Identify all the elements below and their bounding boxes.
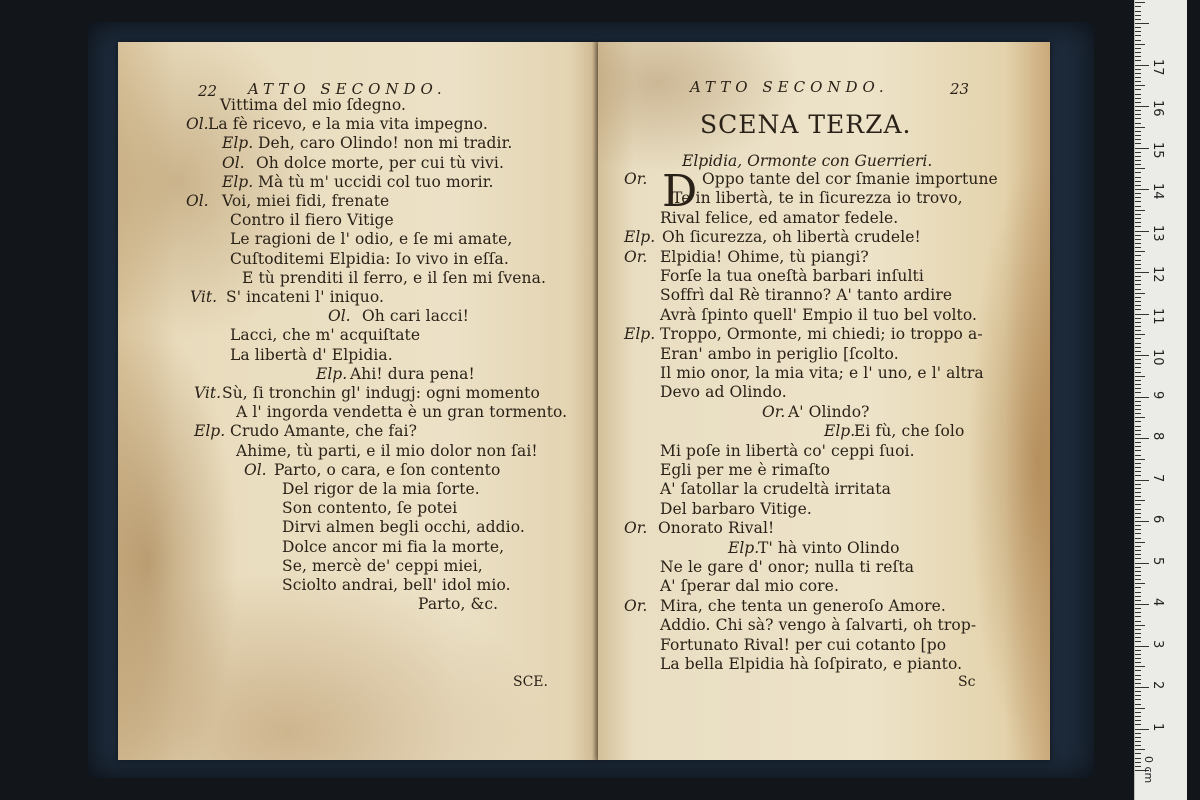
ruler-tick [1135, 156, 1141, 157]
ruler-tick [1135, 185, 1141, 186]
ruler-tick [1135, 380, 1141, 381]
ruler-tick [1135, 106, 1149, 107]
ruler-tick [1135, 392, 1141, 393]
verse-line: Contro il fiero Vitige [230, 211, 394, 230]
ruler-tick [1135, 533, 1141, 534]
ruler-number: 10 [1150, 349, 1165, 366]
ruler-tick [1135, 276, 1141, 277]
ruler-tick [1135, 131, 1141, 132]
ruler-tick [1135, 118, 1141, 119]
verse-line: Voi, miei fidi, frenate [222, 192, 390, 210]
speaker-label: Ol. [328, 307, 351, 326]
ruler-tick [1135, 135, 1141, 136]
ruler-tick [1135, 222, 1141, 223]
ruler-tick [1135, 509, 1141, 510]
ruler-tick [1135, 326, 1141, 327]
ruler-tick [1135, 446, 1141, 447]
ruler-tick [1135, 409, 1141, 410]
ruler-tick [1135, 372, 1141, 373]
speaker-label: Ol. [186, 115, 209, 134]
ruler-number: 11 [1150, 307, 1165, 325]
ruler-tick [1135, 641, 1141, 642]
ruler-tick [1135, 629, 1141, 630]
ruler-tick [1135, 729, 1149, 730]
ruler-number: 16 [1150, 100, 1165, 117]
ruler-tick [1135, 496, 1141, 497]
ruler-tick [1135, 210, 1145, 211]
ruler-tick [1135, 679, 1141, 680]
ruler-tick [1135, 102, 1141, 103]
ruler-tick [1135, 450, 1141, 451]
ruler-tick [1135, 434, 1141, 435]
ruler-tick [1135, 247, 1141, 248]
ruler-tick [1135, 239, 1141, 240]
ruler-tick [1135, 69, 1141, 70]
ruler-tick [1135, 484, 1141, 485]
ruler-tick [1135, 708, 1145, 709]
ruler-tick [1135, 27, 1141, 28]
ruler-tick [1135, 550, 1141, 551]
ruler-tick [1135, 31, 1141, 32]
speaker-label: Elp. [624, 228, 656, 247]
ruler-number: 8 [1150, 432, 1165, 441]
right-page-number: 23 [950, 80, 970, 98]
ruler-number: 1 [1150, 722, 1165, 731]
ruler-tick [1135, 413, 1141, 414]
ruler-tick [1135, 637, 1141, 638]
ruler-tick [1135, 235, 1141, 236]
ruler-tick [1135, 231, 1149, 232]
ruler-tick [1135, 521, 1149, 522]
ruler-tick [1135, 330, 1141, 331]
ruler-tick [1135, 741, 1141, 742]
left-page-number: 22 [198, 82, 218, 100]
ruler-tick [1135, 206, 1141, 207]
speaker-label: Elp. [824, 422, 856, 441]
verse-line: Vittima del mio ſdegno. [220, 96, 407, 114]
ruler-tick [1135, 583, 1145, 584]
verse-line: Crudo Amante, che fai? [230, 422, 418, 441]
ruler-tick [1135, 426, 1141, 427]
verse-line: Son contento, ſe potei [282, 499, 458, 518]
ruler-tick [1135, 596, 1141, 597]
ruler-tick [1135, 492, 1141, 493]
verse-line: S' incateni l' iniquo. [226, 288, 385, 306]
ruler-tick [1135, 359, 1141, 360]
verse-line: Soffrì dal Rè tiranno? A' tanto ardire [660, 286, 953, 305]
ruler-tick [1135, 650, 1141, 651]
ruler-tick [1135, 193, 1141, 194]
left-page [118, 42, 598, 760]
ruler-tick [1135, 704, 1141, 705]
verse-line: Oppo tante del cor ſmanie importune [702, 170, 998, 188]
ruler-tick [1135, 405, 1141, 406]
verse-line: Ne le gare d' onor; nulla ti reſta [660, 558, 915, 576]
ruler-tick [1135, 563, 1149, 564]
ruler-number: 3 [1150, 639, 1165, 648]
ruler-tick [1135, 23, 1149, 24]
ruler-tick [1135, 397, 1149, 398]
ruler-number: 13 [1150, 224, 1165, 242]
ruler-tick [1135, 488, 1141, 489]
verse-line: Te in libertà, te in ſicurezza io trovo, [672, 189, 963, 208]
ruler-tick [1135, 189, 1149, 190]
ruler-tick [1135, 181, 1141, 182]
verse-line: Ei fù, che ſolo [854, 422, 965, 441]
ruler-tick [1135, 504, 1141, 505]
ruler-tick [1135, 430, 1141, 431]
speaker-label: Or. [624, 519, 648, 538]
verse-line: Eran' ambo in periglio [ſcolto. [660, 344, 899, 363]
ruler-tick [1135, 168, 1145, 169]
ruler-tick [1135, 529, 1141, 530]
ruler-tick [1135, 666, 1145, 667]
verse-line: E tù prenditi il ferro, e il ſen mi ſvena. [242, 268, 546, 287]
ruler-tick [1135, 6, 1141, 7]
ruler-tick [1135, 604, 1149, 605]
ruler-tick [1135, 480, 1149, 481]
ruler-tick [1135, 401, 1141, 402]
scene-title: SCENA TERZA. [700, 110, 912, 139]
verse-line: Forſe la tua oneſtà barbari inſulti [660, 267, 924, 285]
ruler-tick [1135, 127, 1145, 128]
ruler-tick [1135, 554, 1141, 555]
ruler-tick [1135, 384, 1141, 385]
ruler-tick [1135, 19, 1141, 20]
verse-line: Fortunato Rival! per cui cotanto [po [660, 635, 947, 654]
verse-line: Parto, &c. [418, 595, 499, 614]
ruler-tick [1135, 48, 1141, 49]
ruler-tick [1135, 123, 1141, 124]
verse-line: La bella Elpidia hà ſoſpirato, e pianto. [660, 655, 963, 673]
ruler-tick [1135, 745, 1141, 746]
ruler-tick [1135, 35, 1141, 36]
ruler-tick [1135, 77, 1141, 78]
ruler-tick [1135, 143, 1141, 144]
verse-line: Cuſtoditemi Elpidia: Io vivo in eſſa. [230, 249, 509, 268]
ruler-tick [1135, 600, 1141, 601]
ruler-tick [1135, 52, 1141, 53]
verse-line: Mà tù m' uccidi col tuo morir. [258, 172, 494, 191]
verse-line: Addio. Chi sà? vengo à ſalvarti, oh trop- [660, 616, 977, 635]
ruler-tick [1135, 260, 1141, 261]
ruler-tick [1135, 314, 1149, 315]
speaker-label: Elp. [222, 172, 254, 191]
ruler-tick [1135, 587, 1141, 588]
right-catchword: Sc [958, 674, 976, 690]
ruler-tick [1135, 616, 1141, 617]
ruler-tick [1135, 608, 1141, 609]
verse-line: A' ſatollar la crudeltà irritata [660, 480, 891, 499]
ruler-tick [1135, 455, 1141, 456]
verse-line: Dirvi almen begli occhi, addio. [282, 518, 525, 537]
speaker-label: Ol. [186, 192, 209, 210]
ruler-tick [1135, 218, 1141, 219]
ruler-tick [1135, 720, 1141, 721]
ruler-tick [1135, 347, 1141, 348]
verse-line: Elpidia! Ohime, tù piangi? [660, 247, 869, 266]
ruler-tick [1135, 438, 1149, 439]
speaker-label: Or. [624, 170, 648, 188]
ruler-tick [1135, 758, 1141, 759]
speaker-label: Or. [624, 596, 648, 615]
verse-line: Il mio onor, la mia vita; e l' uno, e l' altra [660, 364, 984, 382]
verse-line: La libertà d' Elpidia. [230, 345, 393, 364]
ruler-tick [1135, 44, 1145, 45]
ruler-tick [1135, 164, 1141, 165]
ruler-tick [1135, 724, 1141, 725]
ruler-tick [1135, 305, 1141, 306]
ruler-tick [1135, 695, 1141, 696]
ruler-tick [1135, 546, 1141, 547]
speaker-label: Elp. [728, 538, 760, 557]
ruler-tick [1135, 517, 1141, 518]
ruler-tick [1135, 463, 1141, 464]
ruler-tick [1135, 251, 1145, 252]
ruler-tick [1135, 579, 1141, 580]
ruler-tick [1135, 89, 1141, 90]
ruler-tick [1135, 558, 1141, 559]
ruler-tick [1135, 363, 1141, 364]
verse-line: Onorato Rival! [658, 519, 775, 538]
ruler-tick [1135, 98, 1141, 99]
ruler-tick [1135, 471, 1141, 472]
speaker-label: Vit. [194, 384, 222, 402]
verse-line: Ahi! dura pena! [350, 364, 475, 383]
ruler-tick [1135, 214, 1141, 215]
ruler-tick [1135, 73, 1141, 74]
ruler-tick [1135, 646, 1149, 647]
ruler-tick [1135, 338, 1141, 339]
ruler-tick [1135, 272, 1149, 273]
verse-line: Devo ad Olindo. [660, 383, 787, 402]
ruler-unit-label: 0 cm [1142, 756, 1155, 784]
ruler-tick [1135, 2, 1145, 3]
ruler-tick [1135, 280, 1141, 281]
ruler-number: 17 [1150, 58, 1165, 76]
ruler-tick [1135, 662, 1141, 663]
ruler-tick [1135, 691, 1141, 692]
right-page [598, 42, 1050, 760]
verse-line: Oh ſicurezza, oh libertà crudele! [662, 228, 921, 247]
ruler-tick [1135, 40, 1141, 41]
verse-line: Se, mercè de' ceppi miei, [282, 556, 483, 575]
ruler-tick [1135, 148, 1149, 149]
ruler-tick [1135, 172, 1141, 173]
ruler-tick [1135, 625, 1145, 626]
ruler-tick [1135, 592, 1141, 593]
ruler-tick [1135, 255, 1141, 256]
ruler-tick [1135, 683, 1141, 684]
speaker-label: Elp. [624, 325, 656, 344]
ruler-tick [1135, 442, 1141, 443]
speaker-label: Elp. [316, 364, 348, 383]
speaker-label: Ol. [244, 460, 267, 479]
speaker-label: Ol. [222, 153, 245, 172]
ruler-tick [1135, 343, 1141, 344]
ruler-tick [1135, 160, 1141, 161]
ruler-tick [1135, 621, 1141, 622]
ruler-tick [1135, 243, 1141, 244]
ruler-tick [1135, 421, 1141, 422]
speaker-label: Or. [762, 402, 786, 421]
verse-line: Troppo, Ormonte, mi chiedi; io troppo a- [660, 325, 983, 344]
drop-cap: D [662, 166, 698, 217]
speaker-label: Elp. [222, 134, 254, 153]
ruler-tick [1135, 753, 1141, 754]
ruler-tick [1135, 733, 1141, 734]
right-running-head: ATTO SECONDO. [690, 78, 889, 96]
speaker-label: Elp. [194, 422, 226, 441]
ruler-tick [1135, 538, 1141, 539]
verse-line: T' hà vinto Olindo [758, 538, 900, 557]
ruler-tick [1135, 417, 1145, 418]
verse-line: Le ragioni de l' odio, e ſe mi amate, [230, 230, 513, 249]
verse-line: Ahime, tù parti, e il mio dolor non ſai! [236, 441, 538, 460]
ruler-tick [1135, 309, 1141, 310]
ruler-tick [1135, 367, 1141, 368]
ruler-number: 12 [1150, 266, 1165, 283]
verse-line: A' Olindo? [788, 402, 870, 421]
verse-line: Parto, o cara, e ſon contento [274, 460, 501, 479]
verse-line: Mira, che tenta un generoſo Amore. [660, 596, 946, 615]
ruler-tick [1135, 152, 1141, 153]
ruler-tick [1135, 658, 1141, 659]
ruler-tick [1135, 762, 1141, 763]
ruler-number: 7 [1150, 473, 1165, 482]
ruler-number: 2 [1150, 681, 1165, 690]
ruler-number: 4 [1150, 598, 1165, 607]
ruler-tick [1135, 15, 1141, 16]
ruler-tick [1135, 351, 1141, 352]
ruler-tick [1135, 500, 1145, 501]
ruler-tick [1135, 612, 1141, 613]
ruler-tick [1135, 749, 1145, 750]
ruler-tick [1135, 56, 1141, 57]
ruler-tick [1135, 81, 1141, 82]
ruler-tick [1135, 633, 1141, 634]
measuring-ruler [1134, 0, 1187, 800]
left-running-head: ATTO SECONDO. [248, 80, 447, 98]
ruler-tick [1135, 201, 1141, 202]
ruler-tick [1135, 513, 1141, 514]
verse-line: Mi poſe in libertà co' ceppi ſuoi. [660, 441, 915, 460]
ruler-tick [1135, 475, 1141, 476]
ruler-tick [1135, 675, 1141, 676]
ruler-tick [1135, 177, 1141, 178]
ruler-tick [1135, 699, 1141, 700]
verse-line: Lacci, che m' acquiſtate [230, 326, 421, 345]
ruler-tick [1135, 766, 1141, 767]
ruler-tick [1135, 322, 1141, 323]
ruler-tick [1135, 467, 1141, 468]
ruler-tick [1135, 293, 1145, 294]
ruler-tick [1135, 139, 1141, 140]
ruler-tick [1135, 197, 1141, 198]
ruler-number: 5 [1150, 556, 1165, 565]
ruler-tick [1135, 459, 1145, 460]
ruler-tick [1135, 11, 1141, 12]
left-catchword: SCE. [513, 674, 548, 690]
ruler-tick [1135, 712, 1141, 713]
verse-line: A l' ingorda vendetta è un gran tormento. [236, 403, 568, 422]
ruler-tick [1135, 301, 1141, 302]
speaker-label: Or. [624, 247, 648, 266]
ruler-number: 9 [1150, 390, 1165, 399]
ruler-tick [1135, 355, 1149, 356]
ruler-tick [1135, 567, 1141, 568]
ruler-tick [1135, 388, 1141, 389]
ruler-tick [1135, 94, 1141, 95]
ruler-tick [1135, 318, 1141, 319]
ruler-tick [1135, 654, 1141, 655]
ruler-tick [1135, 60, 1141, 61]
ruler-tick [1135, 289, 1141, 290]
ruler-tick [1135, 542, 1145, 543]
verse-line: Oh dolce morte, per cui tù vivi. [256, 153, 504, 172]
ruler-tick [1135, 716, 1141, 717]
ruler-tick [1135, 65, 1149, 66]
ruler-number: 6 [1150, 515, 1165, 524]
verse-line: Sciolto andrai, bell' idol mio. [282, 576, 511, 594]
ruler-number: 14 [1150, 183, 1165, 200]
ruler-tick [1135, 226, 1141, 227]
ruler-tick [1135, 687, 1149, 688]
ruler-tick [1135, 670, 1141, 671]
ruler-tick [1135, 85, 1145, 86]
verse-line: La fè ricevo, e la mia vita impegno. [208, 115, 488, 134]
ruler-tick [1135, 114, 1141, 115]
verse-line: Oh cari lacci! [362, 307, 469, 326]
verse-line: Avrà ſpinto quell' Empio il tuo bel volto. [660, 305, 978, 324]
verse-line: Egli per me è rimaſto [660, 461, 831, 479]
verse-line: Rival felice, ed amator fedele. [660, 208, 899, 227]
ruler-tick [1135, 284, 1141, 285]
verse-line: Sù, ſi tronchin gl' indugj: ogni momento [222, 384, 540, 402]
ruler-tick [1135, 575, 1141, 576]
ruler-tick [1135, 334, 1145, 335]
ruler-tick [1135, 525, 1141, 526]
verse-line: Deh, caro Olindo! non mi tradir. [258, 134, 513, 153]
speaker-label: Vit. [190, 288, 218, 306]
verse-line: Del rigor de la mia ſorte. [282, 480, 480, 498]
ruler-tick [1135, 268, 1141, 269]
ruler-tick [1135, 571, 1141, 572]
ruler-tick [1135, 264, 1141, 265]
ruler-tick [1135, 110, 1141, 111]
ruler-tick [1135, 297, 1141, 298]
verse-line: A' ſperar dal mio core. [660, 577, 839, 596]
verse-line: Del barbaro Vitige. [660, 499, 812, 518]
verse-line: Dolce ancor mi fia la morte, [282, 537, 505, 556]
ruler-tick [1135, 376, 1145, 377]
ruler-tick [1135, 737, 1141, 738]
ruler-number: 15 [1150, 141, 1165, 159]
scene-characters: Elpidia, Ormonte con Guerrieri. [682, 152, 933, 170]
